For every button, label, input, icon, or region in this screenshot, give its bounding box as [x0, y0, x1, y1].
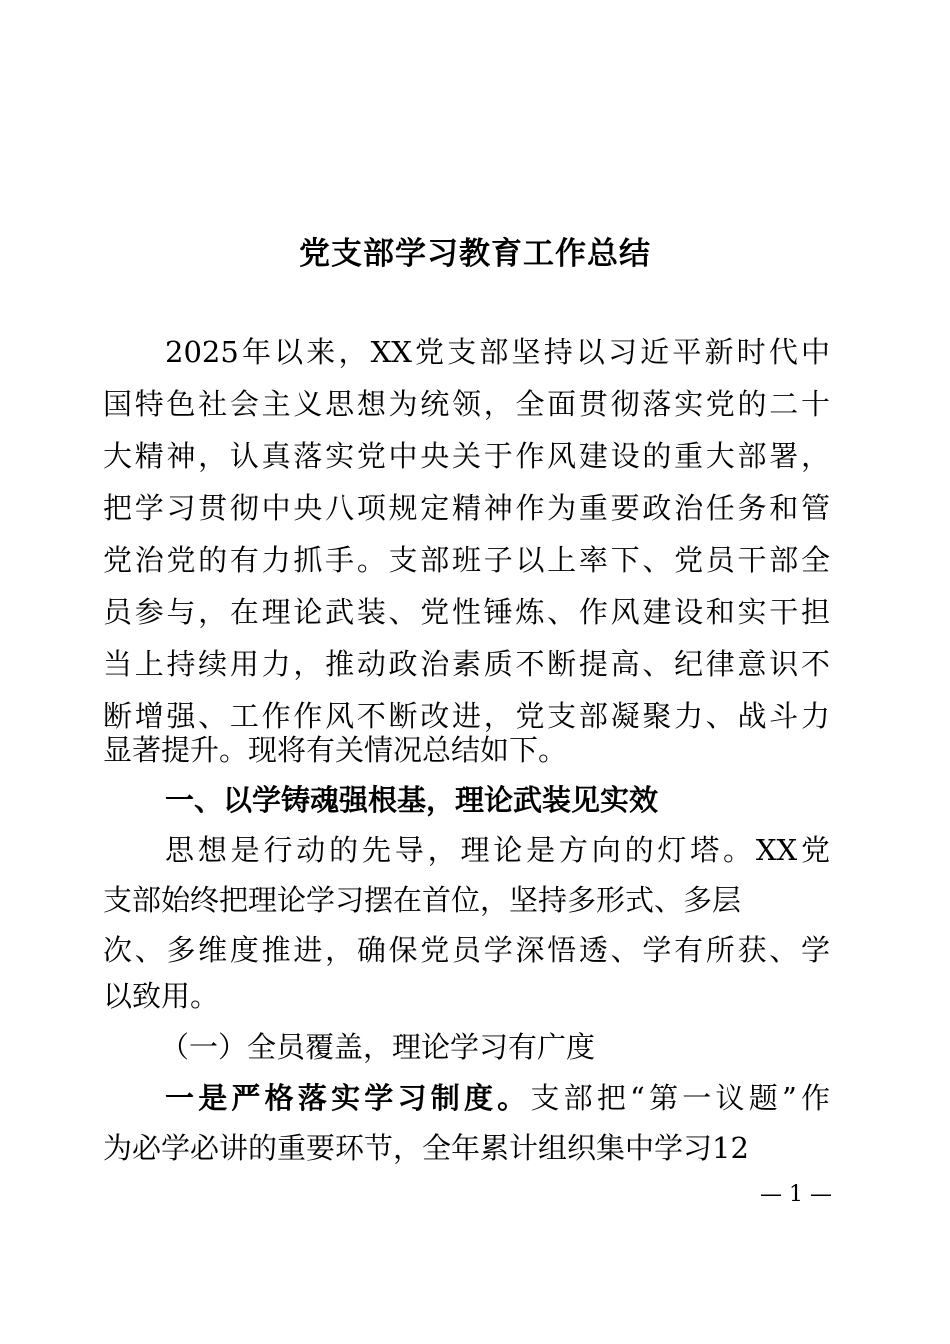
text-line: 国特色社会主义思想为统领，全面贯彻落实党的二十 [103, 387, 830, 421]
text-line: 显著提升。现将有关情况总结如下。 [103, 733, 568, 767]
subsection-heading: （一）全员覆盖，理论学习有广度 [160, 1030, 596, 1064]
text-line: 为必学必讲的重要环节，全年累计组织集中学习12 [103, 1131, 749, 1165]
text-line: 断增强、工作作风不断改进，党支部凝聚力、战斗力 [103, 699, 830, 733]
point-bold-lead: 一是严格落实学习制度。 [165, 1081, 531, 1115]
point-line [165, 1078, 830, 1118]
text-line: 次、多维度推进，确保党员学深悟透、学有所获、学 [103, 933, 830, 967]
page-number: — 1 — [760, 1182, 832, 1207]
point-text: 支部把“第一议题”作 [530, 1081, 830, 1115]
text-line: 大精神，认真落实党中央关于作风建设的重大部署， [103, 439, 830, 473]
text-line: 当上持续用力，推动政治素质不断提高、纪律意识不 [103, 647, 830, 681]
text-line: 把学习贯彻中央八项规定精神作为重要政治任务和管 [103, 491, 830, 525]
document-title: 党支部学习教育工作总结 [299, 236, 651, 272]
text-line: 员参与，在理论武装、党性锤炼、作风建设和实干担 [103, 595, 830, 629]
text-line: 思想是行动的先导，理论是方向的灯塔。XX党 [165, 833, 830, 867]
text-line: 党治党的有力抓手。支部班子以上率下、党员干部全 [103, 543, 830, 577]
section-heading: 一、以学铸魂强根基，理论武装见实效 [165, 783, 659, 817]
text-line: 以致用。 [103, 979, 220, 1013]
text-line: 2025年以来，XX党支部坚持以习近平新时代中 [165, 335, 830, 369]
text-line: 支部始终把理论学习摆在首位，坚持多形式、多层 [103, 883, 742, 917]
